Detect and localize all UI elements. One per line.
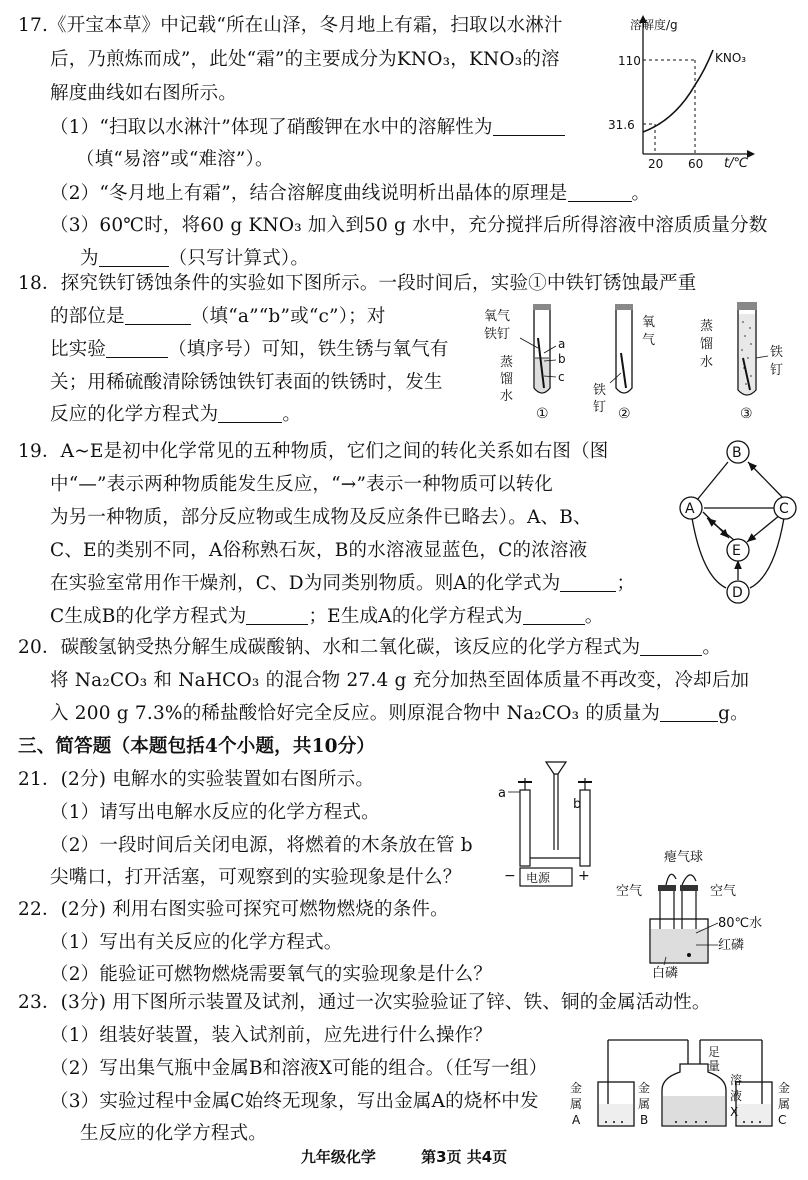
q21-line-2: （1）请写出电解水反应的化学方程式。: [50, 802, 380, 823]
answer-blank: [218, 404, 282, 423]
air-left-label: 空气: [616, 884, 643, 899]
q22-line-2: （1）写出有关反应的化学方程式。: [50, 932, 343, 953]
q17-line-2: 后，乃煎炼而成”，此处“霜”的主要成分为KNO₃，KNO₃的溶: [50, 49, 560, 70]
q23-line-3: （2）写出集气瓶中金属B和溶液X可能的组合。（任写一组）: [50, 1058, 548, 1079]
q18-line-4: 关；用稀硫酸清除锈蚀铁钉表面的铁锈时，发生: [50, 372, 443, 393]
t2-nail-2: 钉: [593, 400, 607, 415]
q19-line-5: 在实验室常用作干燥剂，C、D为同类别物质。则A的化学式为 ；: [50, 573, 636, 594]
solution-x-4: 液: [730, 1089, 743, 1103]
q20-line-3: [50, 702, 749, 726]
q17-line-3: 解度曲线如右图所示。: [50, 83, 238, 104]
q17-sub2: （2）“冬月地上有霜”，结合溶解度曲线说明析出晶体的原理是 。: [50, 183, 651, 204]
x-tick-20: 20: [648, 157, 664, 170]
section-3-heading: 三、简答题（本题包括4个小题，共10分）: [18, 736, 376, 757]
substance-relation-diagram: [676, 436, 806, 612]
tube-1-number: ①: [536, 406, 549, 422]
answer-blank: [106, 339, 168, 358]
t1-water-1: 蒸: [500, 355, 514, 370]
y-tick-31.6: 31.6: [608, 118, 635, 132]
q18-line-3: [50, 338, 449, 362]
metal-b-1: 金: [638, 1081, 651, 1095]
iron-nail-rust-figure: [480, 298, 800, 426]
q17-sub1: [50, 116, 565, 140]
q22-line-3: （2）能验证可燃物燃烧需要氧气的实验现象是什么？: [50, 964, 493, 985]
solution-x-5: X: [730, 1105, 739, 1119]
q19-line-6: C生成B的化学方程式为 ；E生成A的化学方程式为 。: [50, 606, 604, 627]
answer-blank: [660, 703, 718, 722]
t1-air-label: 氧气: [484, 309, 511, 324]
metal-activity-apparatus-figure: [566, 1030, 802, 1134]
q20-l3b: g。: [718, 703, 749, 724]
q19-l6b: ；E生成A的化学方程式为: [308, 606, 523, 627]
q18-line-1: 18．探究铁钉锈蚀条件的实验如下图所示。一段时间后，实验①中铁钉锈蚀最严重: [18, 273, 697, 294]
q17-sub3-cont: [80, 247, 309, 271]
q20-line-2: 将 Na₂CO₃ 和 NaHCO₃ 的混合物 27.4 g 充分加热至固体质量不再改变，冷却后加: [50, 670, 750, 691]
t1-nail-label: 铁钉: [484, 327, 511, 342]
page-footer: [0, 1146, 808, 1167]
tube-a-label: a: [498, 786, 506, 801]
x-axis-label: t/℃: [724, 156, 749, 170]
answer-blank: [640, 637, 702, 656]
q18-l3a: 比实验: [50, 339, 107, 360]
node-c: C: [779, 501, 789, 517]
q23-line-5: 生反应的化学方程式。: [80, 1123, 268, 1144]
white-phosphorus-label: 白磷: [652, 966, 679, 980]
q23-line-4: （3）实验过程中金属C始终无现象，写出金属A的烧杯中发: [50, 1091, 539, 1112]
metal-c-3: C: [778, 1113, 787, 1127]
q17-sub1-text: （1）“扫取以水淋汁”体现了硝酸钾在水中的溶解性为: [50, 117, 493, 138]
q20-line-1: 20．碳酸氢钠受热分解生成碳酸钠、水和二氧化碳，该反应的化学方程式为 。: [18, 637, 722, 658]
series-label-kno3: KNO₃: [715, 51, 747, 65]
q18-l5: 反应的化学方程式为: [50, 404, 219, 425]
q20-l1: 20．碳酸氢钠受热分解生成碳酸钠、水和二氧化碳，该反应的化学方程式为: [18, 637, 641, 658]
q19-line-4: C、E的类别不同，A俗称熟石灰，B的水溶液显蓝色，C的浓溶液: [50, 540, 588, 561]
label-a: a: [558, 337, 566, 351]
electrolysis-apparatus-figure: [488, 750, 598, 890]
hot-water-label: 80℃水: [718, 916, 763, 931]
t1-water-3: 水: [500, 389, 514, 404]
label-c: c: [558, 370, 565, 384]
tube-3-number: ③: [740, 406, 753, 422]
metal-a-1: 金: [570, 1081, 583, 1095]
q18-line-2: [50, 305, 386, 329]
x-tick-60: 60: [688, 157, 704, 170]
solution-x-2: 量: [708, 1059, 721, 1073]
q21-line-4: 尖嘴口，打开活塞，可观察到的实验现象是什么？: [50, 867, 462, 888]
answer-blank: [560, 573, 616, 592]
metal-b-3: B: [640, 1113, 649, 1127]
q20-l3a: 入 200 g 7.3%的稀盐酸恰好完全反应。则原混合物中 Na₂CO₃ 的质量为: [50, 703, 661, 724]
q18-line-5: 反应的化学方程式为 。: [50, 404, 302, 425]
t3-water-1: 蒸: [700, 319, 714, 334]
answer-blank: [246, 606, 308, 625]
node-a: A: [685, 501, 695, 517]
q21-line-1: 21．(2分) 电解水的实验装置如右图所示。: [18, 769, 375, 790]
t3-nail-1: 铁: [770, 345, 784, 360]
answer-blank: [523, 606, 585, 625]
metal-c-1: 金: [778, 1081, 791, 1095]
answer-blank: [99, 248, 169, 267]
node-d: D: [732, 585, 743, 601]
node-e: E: [732, 543, 741, 559]
q19-line-2: 中“—”表示两种物质能发生反应，“→”表示一种物质可以转化: [50, 474, 554, 495]
metal-a-3: A: [572, 1113, 581, 1127]
footer-page-number: 第3页 共4页: [421, 1148, 508, 1166]
tube-2-number: ②: [618, 406, 631, 422]
metal-c-2: 属: [778, 1097, 791, 1111]
q19-line-3: 为另一种物质，部分反应物或生成物及反应条件已略去）。A、B、: [50, 507, 592, 528]
q18-l2a: 的部位是: [50, 306, 125, 327]
q17-sub1-hint: （填“易溶”或“难溶”）。: [76, 149, 274, 170]
t1-water-2: 馏: [500, 372, 514, 387]
red-phosphorus-label: 红磷: [718, 938, 745, 953]
positive-terminal: +: [578, 868, 590, 884]
q17-sub2-text: （2）“冬月地上有霜”，结合溶解度曲线说明析出晶体的原理是: [50, 183, 568, 204]
t2-oxygen-1: 氧: [642, 315, 656, 330]
balloon-label: 瘪气球: [664, 850, 704, 865]
combustion-experiment-figure: [610, 845, 800, 980]
q22-line-1: 22．(2分) 利用右图实验可探究可燃物燃烧的条件。: [18, 899, 449, 920]
node-b: B: [732, 445, 742, 461]
q17-sub3-hint: （只写计算式）。: [168, 248, 310, 269]
y-tick-110: 110: [618, 54, 641, 68]
tube-b-label: b: [573, 797, 582, 812]
q23-line-1: 23．(3分) 用下图所示装置及试剂，通过一次实验验证了锌、铁、铜的金属活动性。: [18, 992, 711, 1013]
q17-sub3: （3）60℃时，将60 g KNO₃ 加入到50 g 水中，充分搅拌后所得溶液中溶质质量分数: [50, 215, 768, 236]
t3-nail-2: 钉: [770, 363, 784, 378]
label-b: b: [558, 352, 566, 366]
q19-l6a: C生成B的化学方程式为: [50, 606, 247, 627]
q18-l2b: （填“a”“b”或“c”）；对: [190, 306, 386, 327]
solution-x-3: 溶: [730, 1073, 743, 1087]
t2-nail-1: 铁: [593, 383, 607, 398]
answer-blank: [493, 117, 565, 136]
negative-terminal: −: [504, 868, 516, 884]
t3-water-2: 馏: [700, 337, 714, 352]
q21-line-3: （2）一段时间后关闭电源，将燃着的木条放在管 b: [50, 835, 473, 856]
y-axis-label: 溶解度/g: [630, 18, 678, 32]
metal-a-2: 属: [570, 1097, 583, 1111]
t2-oxygen-2: 气: [642, 333, 656, 348]
footer-subject: 九年级化学: [300, 1148, 376, 1166]
q17-line-1: 17.《开宝本草》中记载“所在山泽，冬月地上有霜，扫取以水淋汁: [18, 15, 563, 36]
q18-l3b: （填序号）可知，铁生锈与氧气有: [168, 339, 449, 360]
solubility-curve-figure: [600, 10, 800, 170]
q19-line-1: 19．A~E是初中化学常见的五种物质，它们之间的转化关系如右图（图: [18, 441, 609, 462]
q17-sub3-wei: 为: [80, 248, 99, 269]
solution-x-1: 足: [708, 1045, 721, 1059]
q23-line-2: （1）组装好装置，装入试剂前，应先进行什么操作？: [50, 1025, 493, 1046]
air-right-label: 空气: [710, 884, 737, 899]
answer-blank: [125, 306, 191, 325]
power-supply-label: 电源: [526, 871, 551, 885]
t3-water-3: 水: [700, 355, 714, 370]
answer-blank: [568, 183, 632, 202]
metal-b-2: 属: [638, 1097, 651, 1111]
q19-l5: 在实验室常用作干燥剂，C、D为同类别物质。则A的化学式为: [50, 573, 561, 594]
